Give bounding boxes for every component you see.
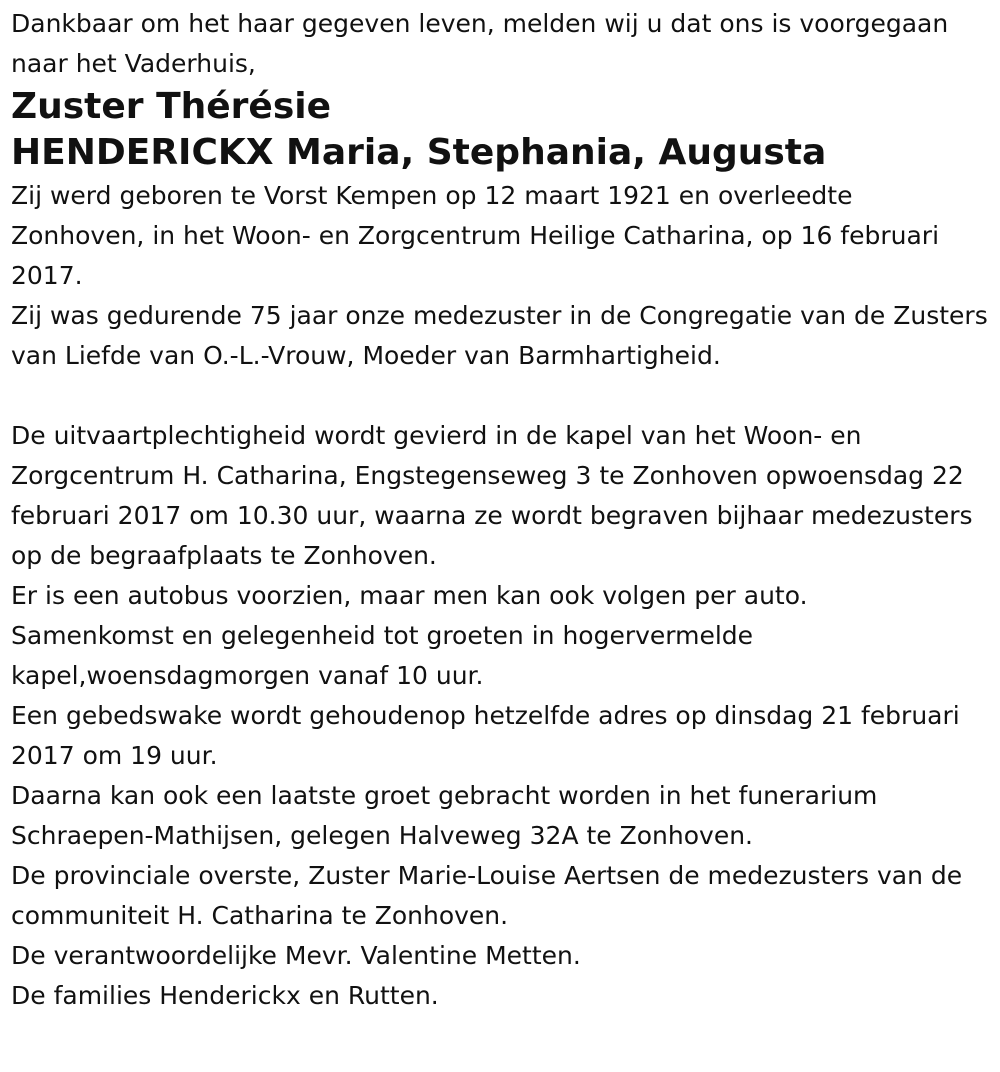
paragraph-spacer: [11, 376, 991, 416]
congregation-paragraph: Zij was gedurende 75 jaar onze medezuster in de Congregatie van de Zusters van Liefde van O.-L.-Vrouw, Moeder van Barmhartigheid.: [11, 301, 988, 370]
provincial-superior-line: De provinciale overste, Zuster Marie-Louise Aertsen de medezusters van de communiteit H. Catharina te Zonhoven.: [11, 861, 963, 930]
funerarium-paragraph: Daarna kan ook een laatste groet gebracht worden in het funerarium Schraepen-Mathijsen, gelegen Halveweg 32A te Zonhoven.: [11, 781, 878, 850]
birth-death-paragraph: Zij werd geboren te Vorst Kempen op 12 maart 1921 en overleedte Zonhoven, in het Woon- en Zorgcentrum Heilige Catharina, op 16 februari 2017.: [11, 181, 940, 290]
intro-line: Dankbaar om het haar gegeven leven, melden wij u dat ons is voorgegaan: [11, 9, 949, 38]
vigil-paragraph: Een gebedswake wordt gehoudenop hetzelfde adres op dinsdag 21 februari 2017 om 19 uur.: [11, 701, 960, 770]
death-notice: [11, 4, 991, 1016]
gathering-paragraph: Samenkomst en gelegenheid tot groeten in hogervermelde kapel,woensdagmorgen vanaf 10 uur.: [11, 621, 754, 690]
responsible-person-line: De verantwoordelijke Mevr. Valentine Metten.: [11, 941, 581, 970]
civil-name: HENDERICKX Maria, Stephania, Augusta: [11, 132, 827, 173]
religious-name: Zuster Thérésie: [11, 86, 332, 127]
intro-line: naar het Vaderhuis,: [11, 49, 256, 78]
funeral-paragraph: De uitvaartplechtigheid wordt gevierd in de kapel van het Woon- en Zorgcentrum H. Catharina, Engstegenseweg 3 te Zonhoven opwoensdag 22 februari 2017 om 10.30 uur, waarna ze wordt begraven bijhaar medezusters op de begraafplaats te Zonhoven.: [11, 421, 973, 570]
families-line: De families Henderickx en Rutten.: [11, 981, 439, 1010]
transport-paragraph: Er is een autobus voorzien, maar men kan ook volgen per auto.: [11, 581, 808, 610]
